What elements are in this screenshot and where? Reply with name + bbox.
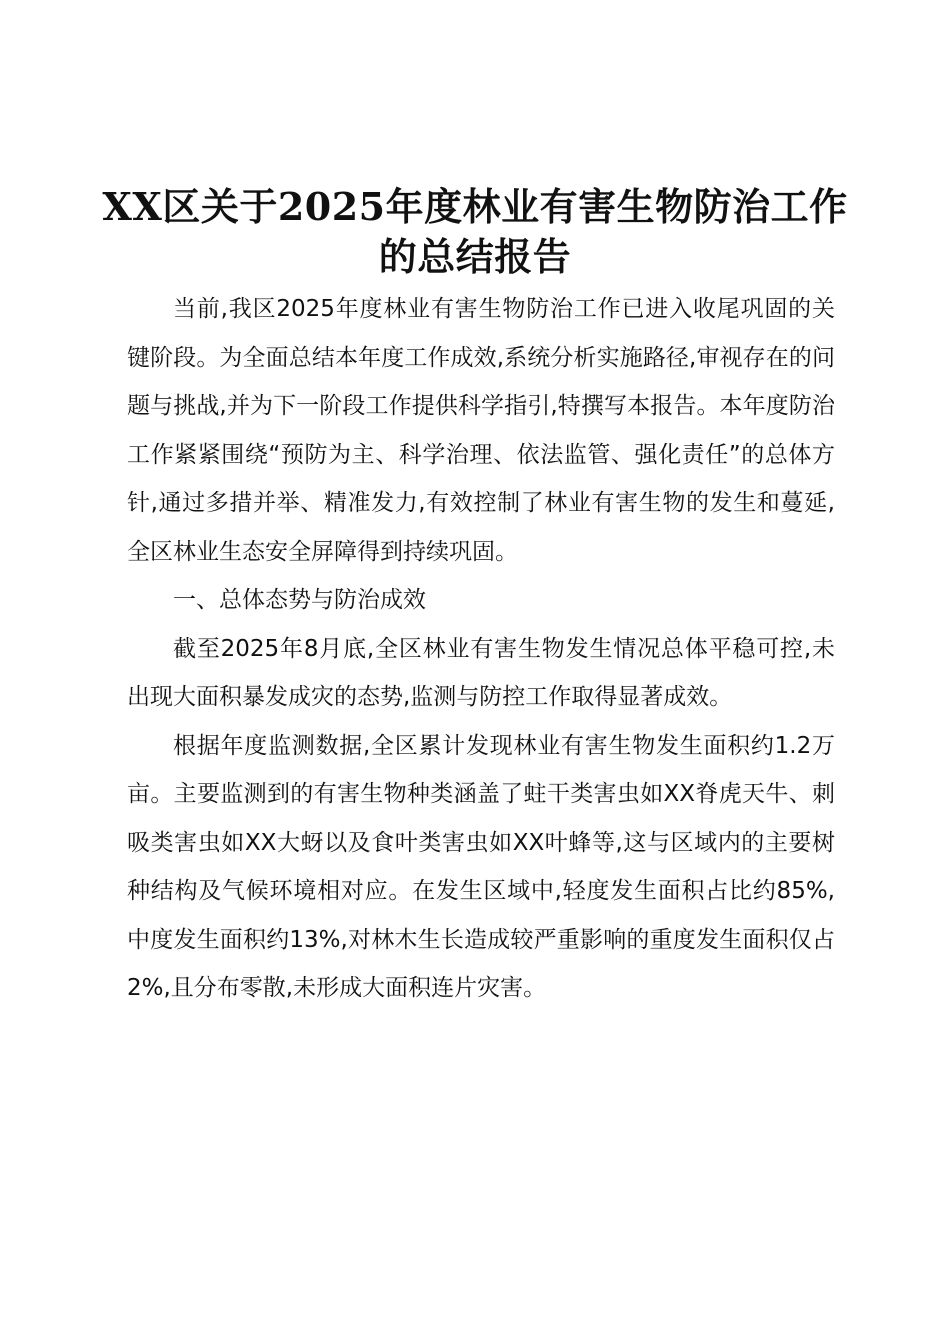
section-heading-1: 一、总体态势与防治成效 [173,587,426,613]
document-title: XX区关于2025年度林业有害生物防治工作的总结报告 [102,184,848,279]
paragraph-monitoring-data: 根据年度监测数据,全区累计发现林业有害生物发生面积约1.2万亩。主要监测到的有害生物种类涵盖了蛀干类害虫如XX脊虎天牛、刺吸类害虫如XX大蚜以及食叶类害虫如XX叶蜂等,这与区域内的主要树种结构及气候环境相对应。在发生区域中,轻度发生面积占比约85%,中度发生面积约13%,对林木生长造成较严重影响的重度发生面积仅占2%,且分布零散,未形成大面积连片灾害。 [127,732,835,1001]
paragraph-intro: 当前,我区2025年度林业有害生物防治工作已进入收尾巩固的关键阶段。为全面总结本年度工作成效,系统分析实施路径,审视存在的问题与挑战,并为下一阶段工作提供科学指引,特撰写本报告。本年度防治工作紧紧围绕“预防为主、科学治理、依法监管、强化责任”的总体方针,通过多措并举、精准发力,有效控制了林业有害生物的发生和蔓延,全区林业生态安全屏障得到持续巩固。 [127,296,835,565]
paragraph-overview: 截至2025年8月底,全区林业有害生物发生情况总体平稳可控,未出现大面积暴发成灾的态势,监测与防控工作取得显著成效。 [127,635,835,710]
document-body [127,285,835,1013]
